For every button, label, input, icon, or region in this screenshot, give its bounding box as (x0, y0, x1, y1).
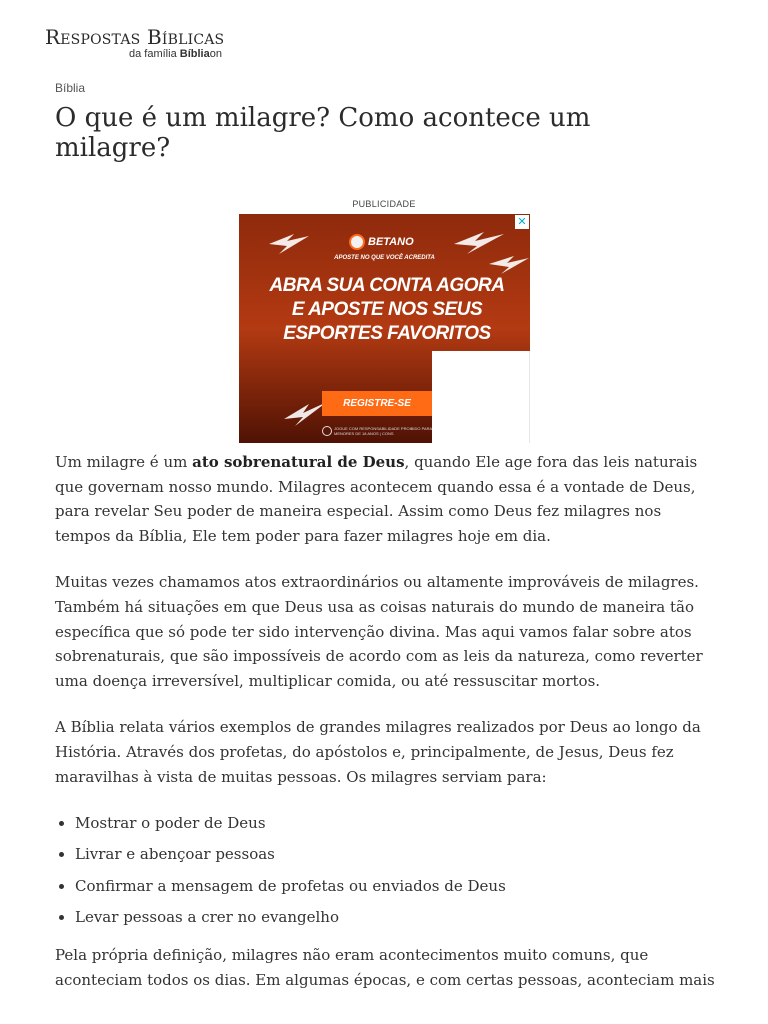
list-item: • Livrar e abençoar pessoas (75, 842, 715, 867)
ad-brand (349, 234, 414, 250)
list-item: • Confirmar a mensagem de profetas ou enviados de Deus (75, 874, 715, 899)
logo-title: Respostas Bíblicas (45, 25, 225, 49)
ad-brand-text: BETANO (368, 235, 414, 248)
ad-tagline: APOSTE NO QUE VOCÊ ACREDITA (334, 255, 435, 261)
article-paragraph: Pela própria definição, milagres não eram acontecimentos muito comuns, que aconteciam todos os dias. Em algumas épocas, e com certas pessoas, aconteciam mais (55, 946, 715, 989)
article-paragraph (55, 450, 715, 548)
ad-headline: ABRA SUA CONTA AGORA E APOSTE NOS SEUS ESPORTES FAVORITOS (269, 275, 505, 344)
logo-subtitle-prefix: da família (129, 48, 180, 60)
article-body (55, 450, 715, 1014)
intro-bold-text: ato sobrenatural de Deus (192, 453, 405, 471)
logo-subtitle (129, 48, 222, 61)
intro-text-continued: , quando Ele age fora das leis naturais que governam nosso mundo. Milagres acontecem quando essa é a vontade de Deus, para revelar Seu poder de maneira especial. Assim como Deus fez milagres nos tempos da Bíblia, Ele tem poder para fazer milagres hoje em dia. (55, 453, 698, 545)
article-paragraph: Muitas vezes chamamos atos extraordinários ou altamente improváveis de milagres. Também há situações em que Deus usa as coisas naturais do mundo de maneira tão específica que só pode ter sido intervenção divina. Mas aqui vamos falar sobre atos sobrenaturais, que são impossíveis de acordo com as leis da natureza, como reverter uma doença irreversível, multiplicar comida, ou até ressuscitar mortos. (55, 573, 703, 690)
list-item: • Levar pessoas a crer no evangelho (75, 905, 715, 930)
page-title: O que é um milagre? Como acontece um milagre? (55, 103, 591, 163)
logo-subtitle-brand: Bíblia (179, 48, 210, 60)
ad-close-icon[interactable]: ✕ (515, 215, 529, 229)
ad-banner[interactable] (239, 214, 530, 443)
ad-brand-logo-icon (349, 234, 365, 250)
ad-fine-print: JOGUE COM RESPONSABILIDADE PROIBIDO PARA MENORES DE 18 ANOS | CONS (334, 426, 432, 436)
ad-divider (529, 351, 530, 443)
intro-text: Um milagre é um (55, 453, 193, 471)
list-item: • Mostrar o poder de Deus (75, 811, 715, 836)
ad-label: PUBLICIDADE (352, 199, 416, 209)
article-paragraph: A Bíblia relata vários exemplos de grandes milagres realizados por Deus ao longo da História. Através dos profetas, do apóstolos e, principalmente, de Jesus, Deus fez maravilhas à vista de muitas pessoas. Os milagres serviam para: (55, 718, 701, 786)
logo-subtitle-suffix: on (209, 48, 222, 60)
site-logo[interactable] (45, 24, 245, 64)
purpose-list (55, 811, 715, 929)
category-link[interactable]: Bíblia (55, 81, 86, 95)
ad-unloaded-area (432, 351, 530, 443)
ad-register-button[interactable]: REGISTRE-SE (322, 391, 432, 416)
